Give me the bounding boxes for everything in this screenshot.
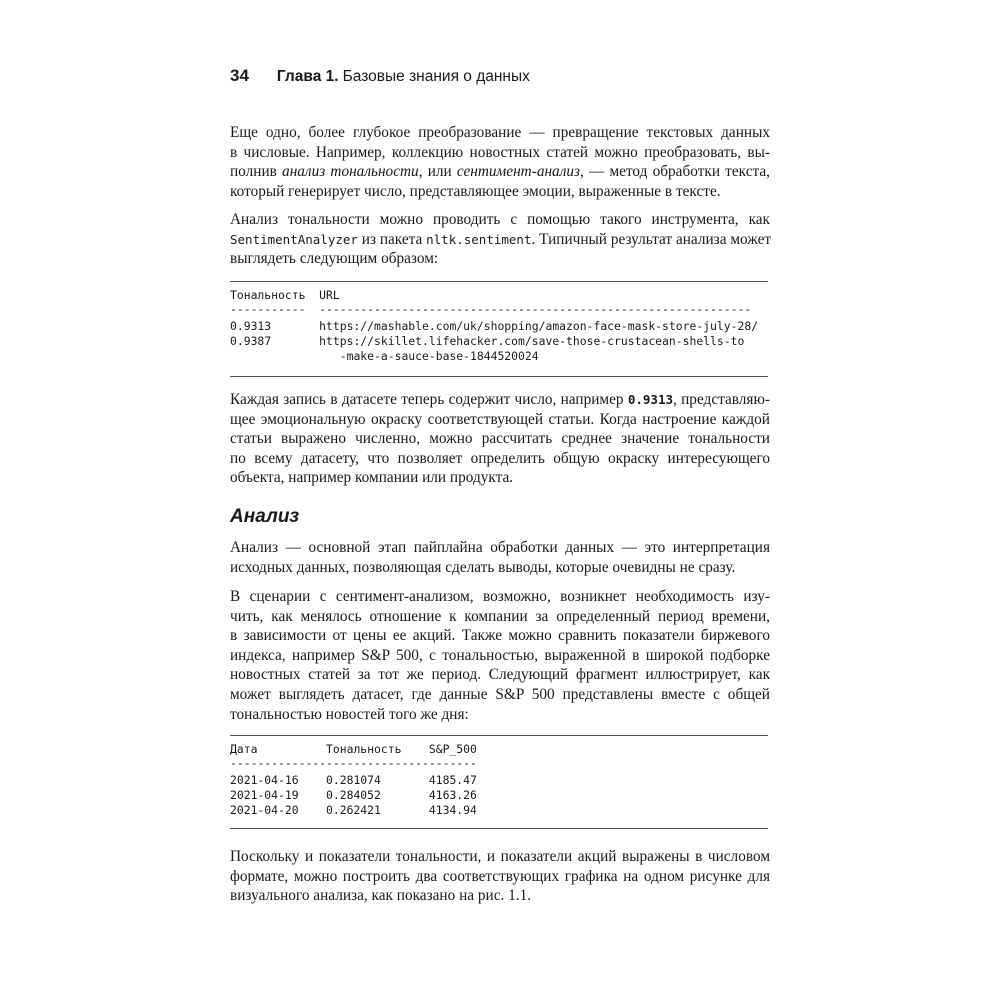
text-line: который генерирует число, представляющее эмоции, выраженные в тексте. — [230, 182, 721, 200]
inline-code: 0.9313 — [627, 392, 673, 407]
text-line: щее эмоциональную окраску соответствующей статьи. Когда настроение каждой — [230, 410, 770, 428]
code-line: Дата Тональность S&P_500 — [230, 742, 477, 756]
term-sentiment-analysis-alt: сентимент-анализ — [456, 163, 580, 181]
code-line: 2021-04-19 0.284052 4163.26 — [230, 788, 477, 802]
page-number: 34 — [230, 66, 249, 85]
code-line: ----------- --------------------------------------------------------------- — [230, 302, 752, 316]
code-line: 2021-04-20 0.262421 4134.94 — [230, 803, 477, 817]
text-line: по всему датасету, что позволяет определить общую окраску интересующего — [230, 449, 770, 467]
paragraph-transformation — [230, 123, 770, 201]
code-line: -make-a-sauce-base-1844520024 — [230, 349, 539, 363]
text-line: в зависимости от цены ее акций. Также можно сравнить показатели биржевого — [230, 627, 770, 645]
text-line: объекта, например компании или продукта. — [230, 469, 514, 487]
text-line: Каждая запись в датасете теперь содержит число, например 0.9313, представляю- — [230, 391, 770, 408]
text-line: выглядеть следующим образом: — [230, 250, 439, 268]
text-line: Анализ тональности можно проводить с помощью такого инструмента, как — [230, 211, 770, 228]
text-line: Еще одно, более глубокое преобразование — превращение текстовых данных — [230, 124, 770, 141]
code-listing-sentiment — [230, 281, 768, 377]
code-line: Тональность URL — [230, 288, 340, 302]
text-line: индекса, например S&P 500, с тональностью, выраженной в широкой подборке — [230, 646, 770, 664]
text-line: визуального анализа, как показано на рис. 1.1. — [230, 887, 532, 905]
paragraph-analysis-definition — [230, 538, 770, 577]
chapter-label: Глава 1. — [276, 68, 339, 85]
term-sentiment-analysis: анализ тональности — [282, 163, 419, 181]
chapter-title: Базовые знания о данных — [342, 68, 530, 85]
code-listing-sp500 — [230, 735, 768, 829]
text-line: исходных данных, позволяющая сделать выводы, которые очевидны не сразу. — [230, 558, 736, 576]
text-line: формате, можно построить два соответствующих графика на одном рисунке для — [230, 867, 770, 885]
text-line: статьи выражено численно, можно рассчитать среднее значение тональности — [230, 430, 770, 448]
text-line: Поскольку и показатели тональности, и показатели акций выражены в числовом — [230, 848, 770, 865]
text-line: может выглядеть датасет, где данные S&P 500 представлены вместе с общей — [230, 685, 770, 703]
code-line: 0.9387 https://skillet.lifehacker.com/save-those-crustacean-shells-to — [230, 334, 745, 348]
text-line: в числовые. Например, коллекцию новостных статей можно преобразовать, вы- — [230, 143, 770, 161]
inline-code: SentimentAnalyzer — [230, 231, 358, 247]
text-line: новостных статей за тот же период. Следующий фрагмент иллюстрирует, как — [230, 666, 770, 684]
running-header — [230, 66, 770, 92]
text-line: Анализ — основной этап пайплайна обработки данных — это интерпретация — [230, 539, 770, 556]
text-line: SentimentAnalyzer из пакета nltk.sentiment. Типичный результат анализа может — [230, 230, 772, 248]
paragraph-sentiment-tool — [230, 210, 770, 269]
text-line: В сценарии с сентимент-анализом, возможно, возникнет необходимость изу- — [230, 588, 770, 605]
code-line: 0.9313 https://mashable.com/uk/shopping/amazon-face-mask-store-july-28/ — [230, 319, 759, 333]
section-heading: Анализ — [230, 506, 300, 527]
text-line: тональностью новостей того же дня: — [230, 705, 469, 723]
text-line: чить, как менялось отношение к компании за определенный период времени, — [230, 607, 770, 625]
code-line: ------------------------------------ — [230, 756, 477, 770]
inline-code: nltk.sentiment — [426, 231, 532, 247]
paragraph-scenario — [230, 587, 770, 724]
code-line: 2021-04-16 0.281074 4185.47 — [230, 773, 477, 787]
paragraph-conclusion — [230, 847, 770, 906]
text-line: полнив анализ тональности, или сентимент-анализ, — метод обработки текста, — [230, 163, 770, 181]
paragraph-dataset-record — [230, 390, 770, 488]
